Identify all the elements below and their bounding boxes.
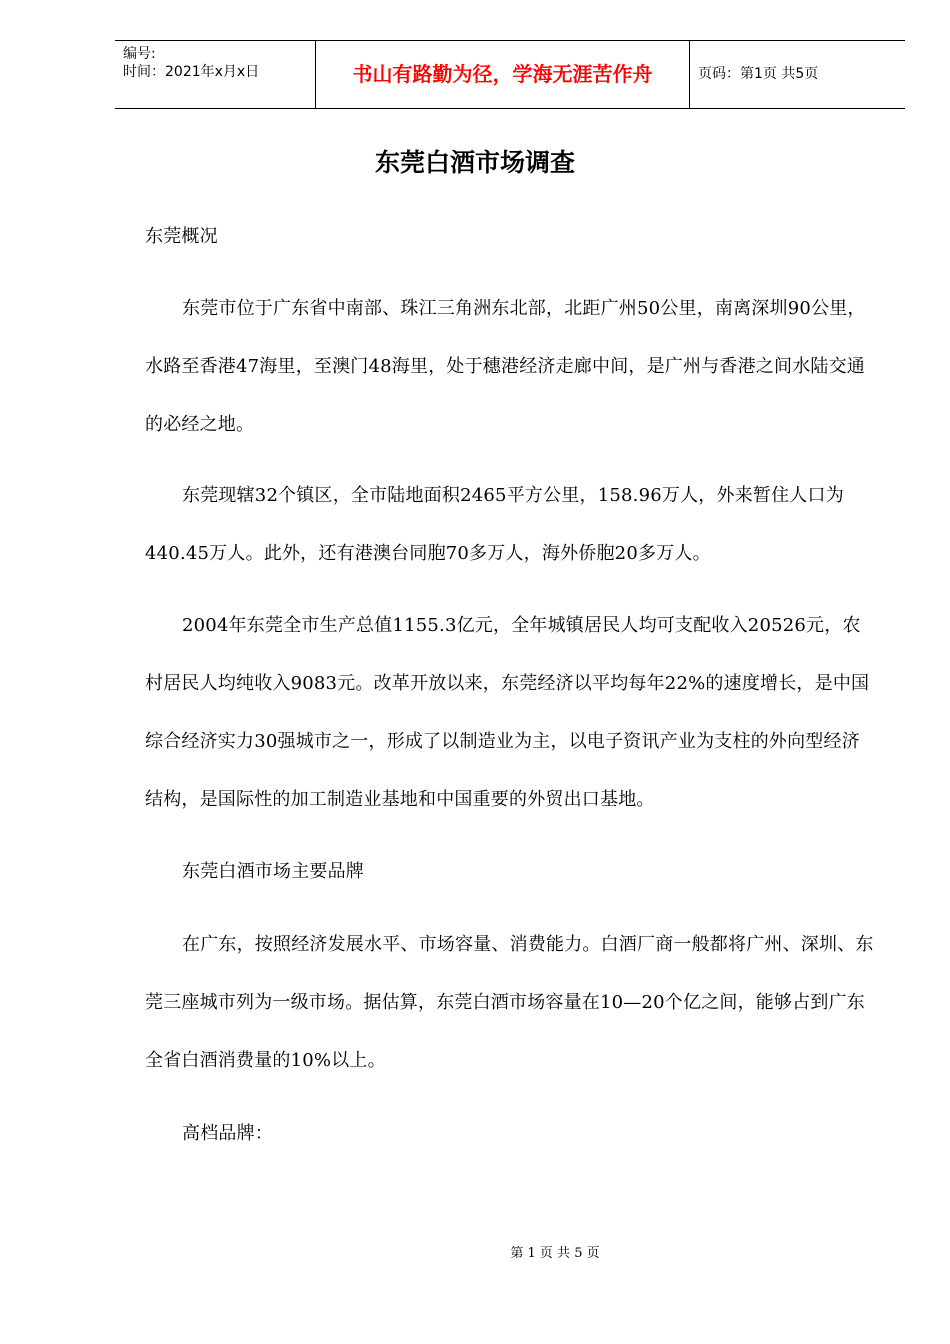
section-heading-overview: 东莞概况 [145,226,218,247]
paragraph-population: 东莞现辖32个镇区，全市陆地面积2465平方公里，158.96万人，外来暂住人口为440.45万人。此外，还有港澳台同胞70多万人，海外侨胞20多万人。 [145,485,844,564]
header-page-info: 页码：第1页 共5页 [698,66,819,82]
code-label: 编号: [123,46,156,62]
section-heading-premium: 高档品牌： [182,1123,273,1144]
header-motto: 书山有路勤为径，学海无涯苦作舟 [352,62,653,86]
time-label: 时间：2021年x月x日 [123,64,260,80]
page-footer: 第 1 页 共 5 页 [510,1246,600,1261]
paragraph-market: 在广东，按照经济发展水平、市场容量、消费能力。白酒厂商一般都将广州、深圳、东莞三座城市列为一级市场。据估算，东莞白酒市场容量在10—20个亿之间，能够占到广东全省白酒消费量的10%以上。 [145,934,874,1071]
header-divider [689,41,690,108]
page-header [115,40,905,109]
header-meta [123,45,259,81]
paragraph-economy: 2004年东莞全市生产总值1155.3亿元，全年城镇居民人均可支配收入20526元，农村居民人均纯收入9083元。改革开放以来，东莞经济以平均每年22%的速度增长，是中国综合经济实力30强城市之一，形成了以制造业为主，以电子资讯产业为支柱的外向型经济结构，是国际性的加工制造业基地和中国重要的外贸出口基地。 [145,615,870,810]
paragraph-location: 东莞市位于广东省中南部、珠江三角洲东北部，北距广州50公里，南离深圳90公里，水路至香港47海里，至澳门48海里，处于穗港经济走廊中间，是广州与香港之间水陆交通的必经之地。 [145,298,866,435]
document-title: 东莞白酒市场调查 [374,148,575,177]
section-heading-brands: 东莞白酒市场主要品牌 [182,861,364,882]
